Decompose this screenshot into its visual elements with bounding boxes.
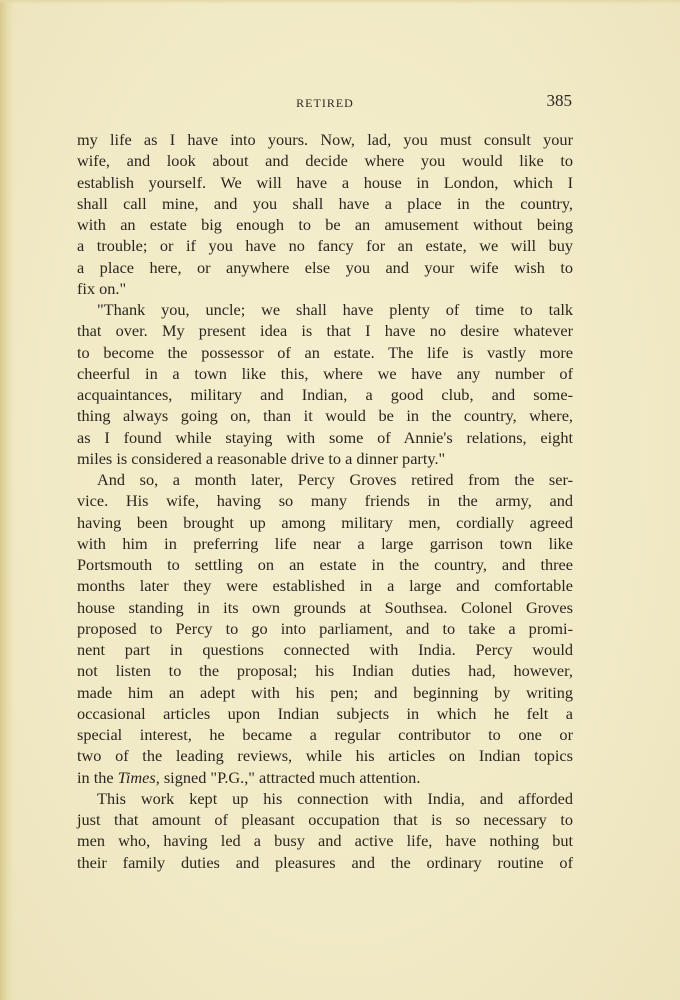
- page-number: 385: [546, 91, 572, 110]
- text-line: fix on.": [77, 278, 127, 298]
- text-line: occasional articles upon Indian subjects in which he felt a: [77, 703, 573, 723]
- text-line: a trouble; or if you have no fancy for an estate, we will buy: [77, 236, 573, 256]
- text-line: not listen to the proposal; his Indian duties had, however,: [77, 661, 573, 681]
- text-line: And so, a month later, Percy Groves retired from the ser-: [97, 470, 573, 489]
- top-edge: [0, 0, 680, 4]
- running-title: RETIRED: [296, 96, 354, 110]
- text-segment: , signed "P.G.," attracted much attention.: [155, 767, 421, 787]
- italic-title: Times: [117, 767, 156, 787]
- text-line: to become the possessor of an estate. The life is vastly more: [77, 342, 573, 362]
- text-line: This work kept up his connection with India, and afforded: [97, 788, 573, 808]
- text-line: nent part in questions connected with India. Percy would: [77, 640, 573, 659]
- gutter-shadow: [0, 0, 14, 1000]
- text-line: a place here, or anywhere else you and your wife wish to: [77, 257, 573, 277]
- text-line: men who, having led a busy and active life, have nothing but: [77, 831, 573, 851]
- text-line: two of the leading reviews, while his articles on Indian topics: [77, 746, 573, 766]
- text-line: months later they were established in a large and comfortable: [77, 576, 573, 596]
- text-line: my life as I have into yours. Now, lad, you must consult your: [77, 130, 573, 149]
- text-line: wife, and look about and decide where you would like to: [77, 151, 573, 171]
- running-head: [0, 88, 680, 116]
- text-line: thing always going on, than it would be in the country, where,: [77, 406, 573, 426]
- text-line: that over. My present idea is that I have no desire whatever: [77, 321, 573, 341]
- text-line: proposed to Percy to go into parliament, and to take a promi-: [77, 618, 573, 638]
- text-line: having been brought up among military men, cordially agreed: [77, 512, 573, 532]
- text-line: their family duties and pleasures and the ordinary routine of: [77, 852, 573, 872]
- text-line: house standing in its own grounds at Southsea. Colonel Groves: [77, 597, 573, 617]
- text-line: cheerful in a town like this, where we have any number of: [77, 363, 573, 383]
- text-line: just that amount of pleasant occupation that is so necessary to: [77, 810, 573, 829]
- text-line: [77, 767, 573, 788]
- text-line: made him an adept with his pen; and beginning by writing: [77, 682, 573, 702]
- text-line: with an estate big enough to be an amusement without being: [77, 215, 573, 234]
- text-line: "Thank you, uncle; we shall have plenty of time to talk: [97, 300, 573, 319]
- text-line: special interest, he became a regular contributor to one or: [77, 725, 573, 744]
- text-line: as I found while staying with some of Annie's relations, eight: [77, 427, 573, 447]
- text-segment: in the: [77, 767, 118, 787]
- text-line: vice. His wife, having so many friends in the army, and: [77, 491, 573, 511]
- text-line: establish yourself. We will have a house in London, which I: [77, 172, 573, 192]
- text-line: miles is considered a reasonable drive to a dinner party.": [77, 448, 446, 468]
- body-text: [77, 129, 573, 873]
- text-line: with him in preferring life near a large garrison town like: [77, 533, 573, 553]
- text-line: shall call mine, and you shall have a place in the country,: [77, 193, 573, 213]
- text-line: acquaintances, military and Indian, a good club, and some-: [77, 385, 573, 404]
- text-line: Portsmouth to settling on an estate in the country, and three: [77, 555, 573, 574]
